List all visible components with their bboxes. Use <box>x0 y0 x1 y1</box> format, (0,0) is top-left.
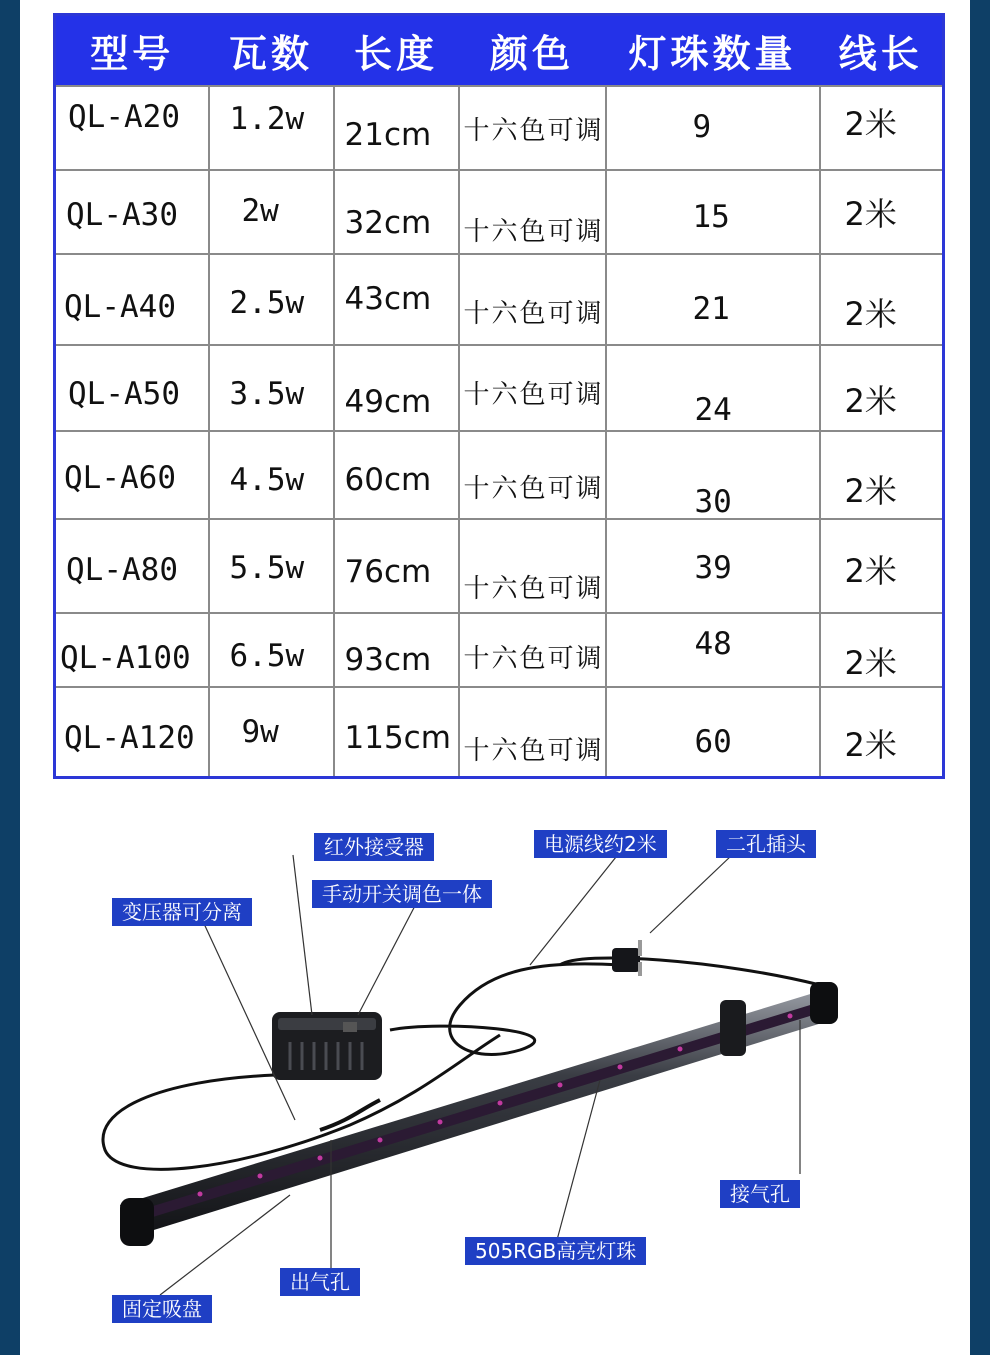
cell-length: 49cm <box>334 345 459 431</box>
cell-color: 十六色可调 <box>459 170 606 254</box>
table-row <box>55 687 944 777</box>
cell-watts: 5.5w <box>209 519 334 613</box>
header-cable: 线长 <box>820 15 944 87</box>
table-row <box>55 519 944 613</box>
callout-ir-receiver: 红外接受器 <box>314 833 434 861</box>
cell-beads: 30 <box>606 431 820 519</box>
header-length: 长度 <box>334 15 459 87</box>
power-cable <box>390 964 620 1055</box>
cell-color: 十六色可调 <box>459 86 606 170</box>
cell-color: 十六色可调 <box>459 687 606 777</box>
cell-watts: 6.5w <box>209 613 334 687</box>
cell-beads: 24 <box>606 345 820 431</box>
transformer-box <box>272 1012 382 1080</box>
cell-beads: 21 <box>606 254 820 345</box>
cell-length: 76cm <box>334 519 459 613</box>
cell-watts: 4.5w <box>209 431 334 519</box>
cell-length: 32cm <box>334 170 459 254</box>
cell-watts: 9w <box>209 687 334 777</box>
header-beads: 灯珠数量 <box>606 15 820 87</box>
cell-color: 十六色可调 <box>459 519 606 613</box>
cell-color: 十六色可调 <box>459 431 606 519</box>
table-row <box>55 613 944 687</box>
cell-model: QL-A80 <box>55 519 209 613</box>
cell-beads: 48 <box>606 613 820 687</box>
cell-beads: 39 <box>606 519 820 613</box>
cell-beads: 9 <box>606 86 820 170</box>
cell-length: 43cm <box>334 254 459 345</box>
cell-model: QL-A60 <box>55 431 209 519</box>
cell-cable: 2米 <box>820 431 944 519</box>
cell-length: 115cm <box>334 687 459 777</box>
product-illustration <box>20 790 970 1355</box>
cell-cable: 2米 <box>820 254 944 345</box>
cell-length: 21cm <box>334 86 459 170</box>
two-pin-plug-shape <box>612 940 642 976</box>
table-header-row <box>55 15 944 87</box>
table-row <box>55 345 944 431</box>
cell-model: QL-A40 <box>55 254 209 345</box>
callout-power-cord: 电源线约2米 <box>534 830 667 858</box>
table-row <box>55 431 944 519</box>
callout-suction-cup: 固定吸盘 <box>112 1295 212 1323</box>
cell-color: 十六色可调 <box>459 254 606 345</box>
callout-air-inlet: 接气孔 <box>720 1180 800 1208</box>
callout-two-pin-plug: 二孔插头 <box>716 830 816 858</box>
cell-beads: 60 <box>606 687 820 777</box>
cell-model: QL-A50 <box>55 345 209 431</box>
table-row <box>55 86 944 170</box>
cell-model: QL-A120 <box>55 687 209 777</box>
table-row <box>55 254 944 345</box>
cell-cable: 2米 <box>820 519 944 613</box>
callout-manual-switch: 手动开关调色一体 <box>312 880 492 908</box>
cell-color: 十六色可调 <box>459 345 606 431</box>
cell-cable: 2米 <box>820 170 944 254</box>
cell-watts: 2w <box>209 170 334 254</box>
spec-table <box>53 13 945 779</box>
cell-length: 93cm <box>334 613 459 687</box>
cell-watts: 2.5w <box>209 254 334 345</box>
callout-air-outlet: 出气孔 <box>280 1268 360 1296</box>
callout-rgb-beads: 505RGB高亮灯珠 <box>465 1237 646 1265</box>
table-row <box>55 170 944 254</box>
cell-cable: 2米 <box>820 687 944 777</box>
header-watts: 瓦数 <box>209 15 334 87</box>
cell-cable: 2米 <box>820 86 944 170</box>
cable-to-tube <box>560 958 820 985</box>
cell-watts: 3.5w <box>209 345 334 431</box>
cell-color: 十六色可调 <box>459 613 606 687</box>
cell-model: QL-A30 <box>55 170 209 254</box>
header-color: 颜色 <box>459 15 606 87</box>
cell-cable: 2米 <box>820 345 944 431</box>
callout-transformer: 变压器可分离 <box>112 898 252 926</box>
header-model: 型号 <box>55 15 209 87</box>
cell-model: QL-A20 <box>55 86 209 170</box>
cell-cable: 2米 <box>820 613 944 687</box>
cell-watts: 1.2w <box>209 86 334 170</box>
cell-beads: 15 <box>606 170 820 254</box>
cell-length: 60cm <box>334 431 459 519</box>
cell-model: QL-A100 <box>55 613 209 687</box>
